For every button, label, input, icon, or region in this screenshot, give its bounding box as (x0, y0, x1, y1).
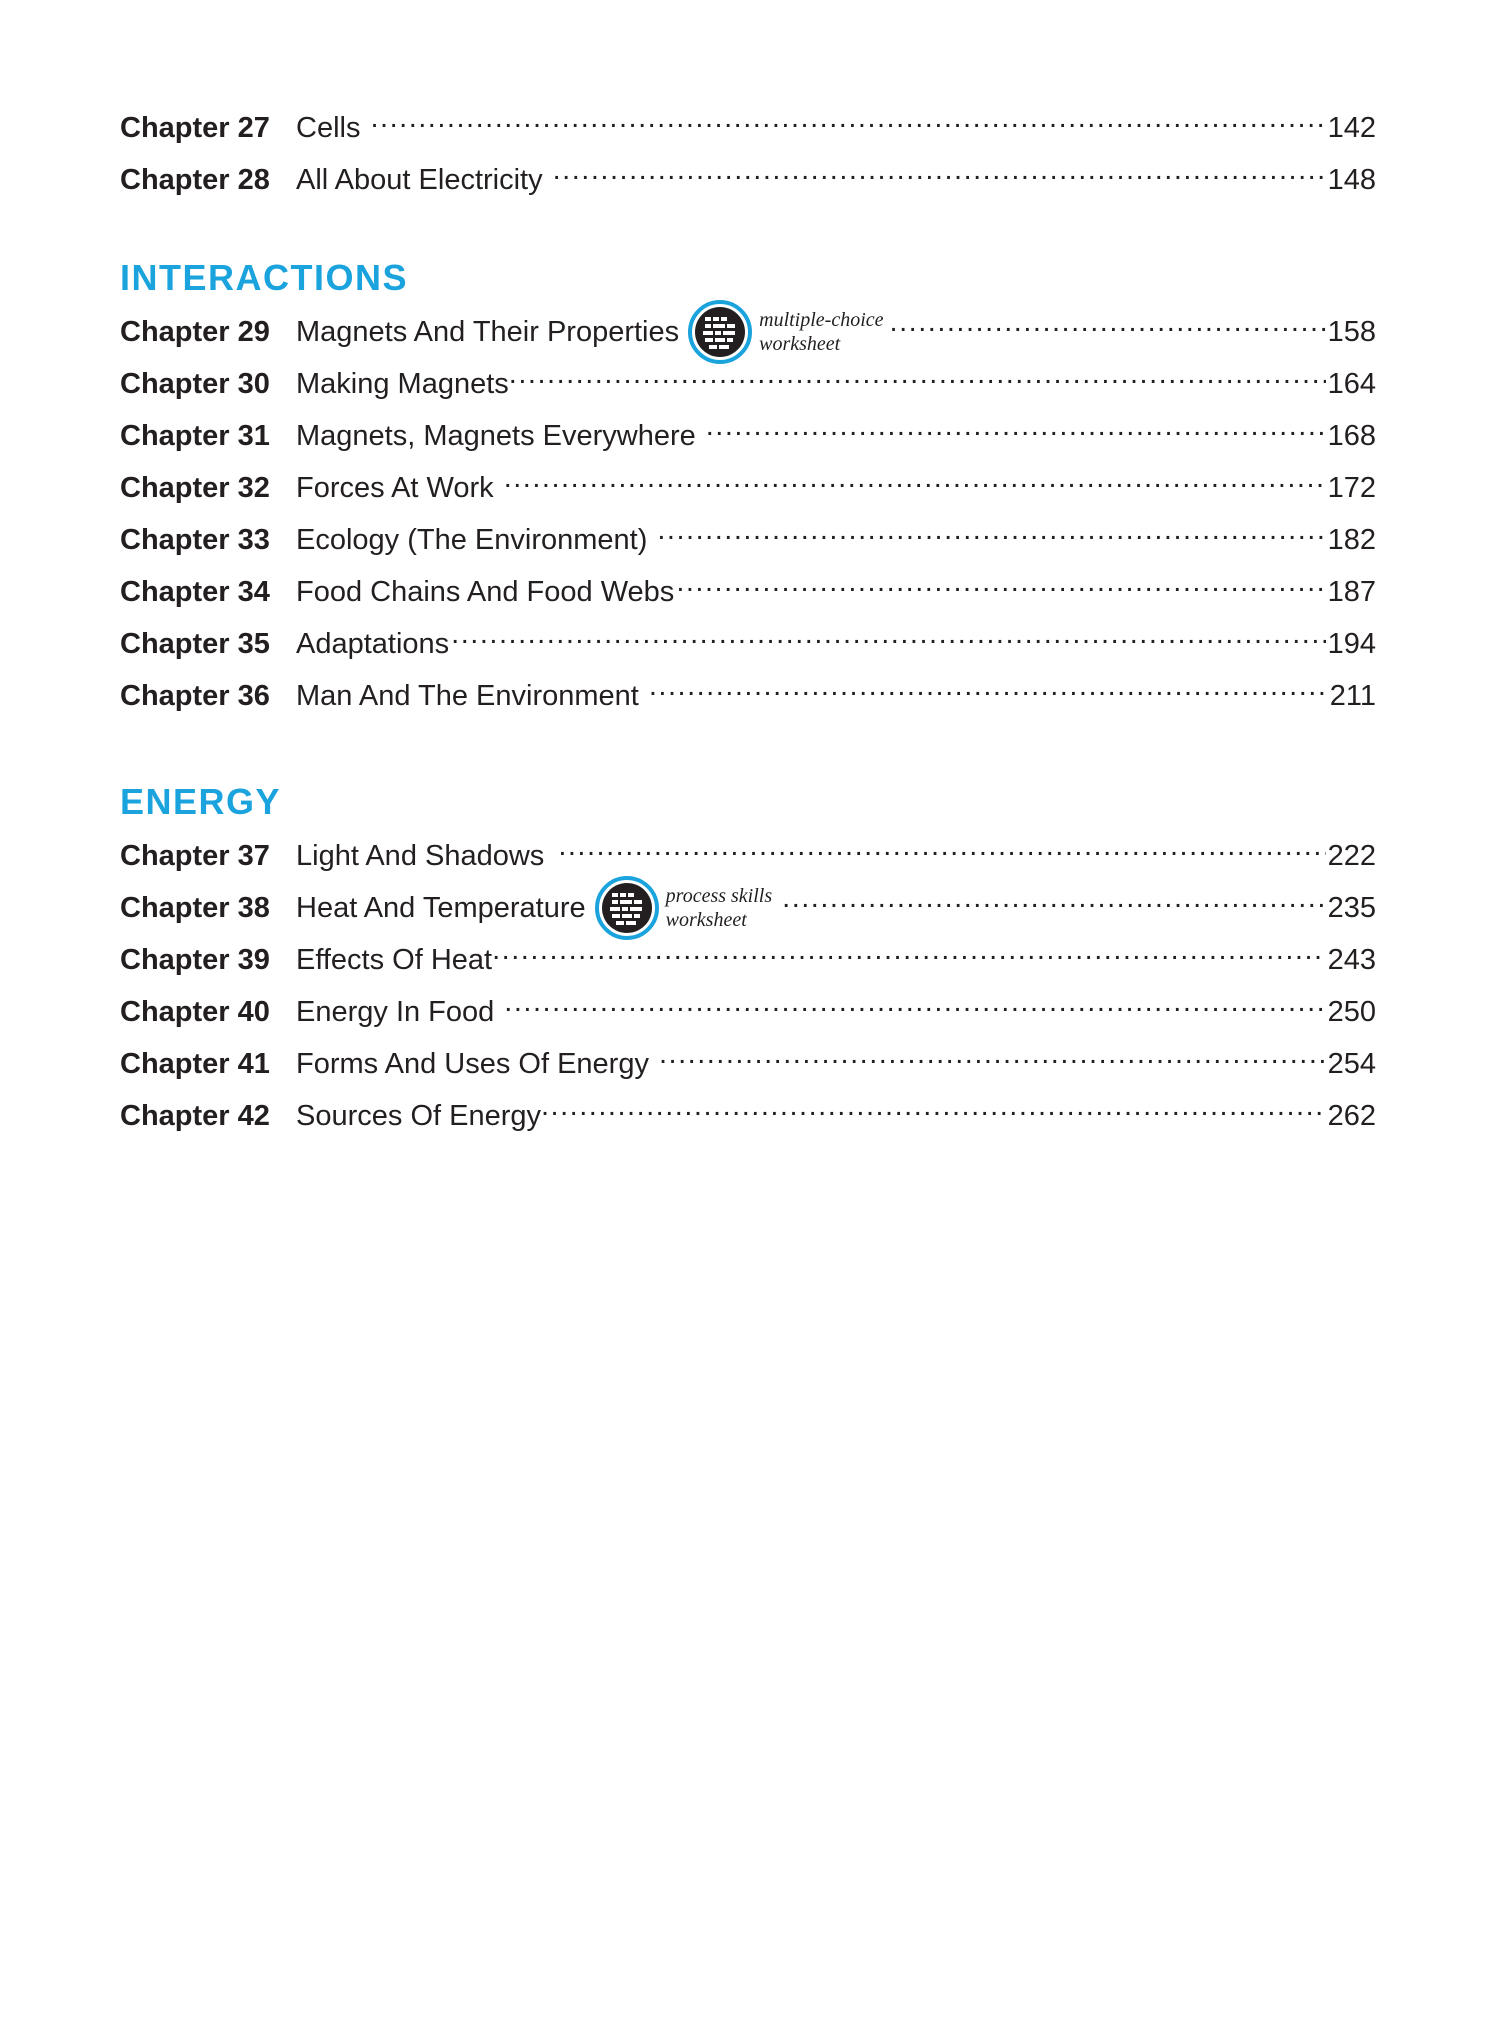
worksheet-badge[interactable] (594, 882, 772, 934)
chapter-title: Effects Of Heat (296, 944, 493, 976)
section-heading: INTERACTIONS (120, 257, 408, 298)
chapter-number: Chapter 27 (120, 112, 270, 144)
worksheet-badge[interactable] (687, 306, 883, 358)
chapter-title: Magnets And Their Properties (296, 316, 680, 348)
badge-line-2: worksheet (759, 333, 841, 355)
chapter-number: Chapter 35 (120, 628, 270, 660)
chapter-title: Forms And Uses Of Energy (296, 1048, 649, 1080)
toc-row[interactable] (120, 986, 1376, 1038)
toc-row[interactable] (120, 1090, 1376, 1142)
dot-leader (504, 992, 1325, 1021)
section-heading: ENERGY (120, 781, 282, 822)
dot-leader (657, 520, 1325, 549)
chapter-number: Chapter 29 (120, 316, 270, 348)
page-number: 142 (1327, 112, 1376, 144)
toc-row[interactable] (120, 462, 1376, 514)
toc-row[interactable] (120, 566, 1376, 618)
page-number: 164 (1327, 368, 1376, 400)
worksheet-icon (687, 299, 753, 365)
page-number: 250 (1327, 996, 1376, 1028)
chapter-title: Adaptations (296, 628, 450, 660)
dot-leader (504, 468, 1326, 497)
chapter-number: Chapter 41 (120, 1048, 270, 1080)
dot-leader (553, 160, 1326, 189)
page-number: 235 (1327, 892, 1376, 924)
chapter-title: Making Magnets (296, 368, 509, 400)
chapter-number: Chapter 34 (120, 576, 270, 608)
dot-leader (451, 624, 1325, 653)
chapter-number: Chapter 32 (120, 472, 270, 504)
page-number: 148 (1327, 164, 1376, 196)
toc-row[interactable] (120, 358, 1376, 410)
page-number: 187 (1327, 576, 1376, 608)
page-number: 254 (1327, 1048, 1376, 1080)
badge-label (666, 884, 772, 932)
toc-row[interactable] (120, 670, 1376, 722)
chapter-number: Chapter 40 (120, 996, 270, 1028)
toc-group (120, 774, 1376, 1142)
table-of-contents (120, 102, 1376, 1142)
dot-leader (676, 572, 1325, 601)
page-number: 182 (1327, 524, 1376, 556)
chapter-number: Chapter 36 (120, 680, 270, 712)
page-number: 262 (1327, 1100, 1376, 1132)
chapter-number: Chapter 28 (120, 164, 270, 196)
dot-leader (492, 940, 1326, 969)
dot-leader (659, 1044, 1326, 1073)
toc-group (120, 250, 1376, 722)
page-number: 211 (1329, 680, 1376, 712)
toc-row[interactable] (120, 830, 1376, 882)
dot-leader (370, 108, 1325, 137)
chapter-title: Energy In Food (296, 996, 495, 1028)
chapter-title: Sources Of Energy (296, 1100, 541, 1132)
chapter-number: Chapter 38 (120, 892, 270, 924)
chapter-title: Forces At Work (296, 472, 494, 504)
page-number: 172 (1327, 472, 1376, 504)
page-number: 194 (1327, 628, 1376, 660)
chapter-number: Chapter 42 (120, 1100, 270, 1132)
chapter-number: Chapter 33 (120, 524, 270, 556)
toc-row[interactable] (120, 934, 1376, 986)
toc-group (120, 102, 1376, 206)
toc-row[interactable] (120, 882, 1376, 934)
page-number: 222 (1327, 840, 1376, 872)
toc-row[interactable] (120, 1038, 1376, 1090)
page-number: 243 (1327, 944, 1376, 976)
badge-line-1: process skills (665, 885, 773, 907)
chapter-title: All About Electricity (296, 164, 543, 196)
chapter-number: Chapter 37 (120, 840, 270, 872)
chapter-title: Man And The Environment (296, 680, 639, 712)
toc-row[interactable] (120, 306, 1376, 358)
dot-leader (509, 364, 1326, 393)
dot-leader (782, 888, 1325, 917)
page-number: 168 (1327, 420, 1376, 452)
chapter-title: Heat And Temperature (296, 892, 586, 924)
chapter-title: Magnets, Magnets Everywhere (296, 420, 696, 452)
dot-leader (706, 416, 1326, 445)
dot-leader (649, 676, 1328, 705)
chapter-title: Ecology (The Environment) (296, 524, 648, 556)
badge-label (759, 308, 883, 356)
chapter-number: Chapter 39 (120, 944, 270, 976)
chapter-title: Food Chains And Food Webs (296, 576, 675, 608)
chapter-number: Chapter 31 (120, 420, 270, 452)
badge-line-2: worksheet (665, 909, 747, 931)
badge-line-1: multiple-choice (759, 309, 884, 331)
worksheet-icon (594, 875, 660, 941)
toc-row[interactable] (120, 102, 1376, 154)
dot-leader (890, 312, 1326, 341)
toc-row[interactable] (120, 514, 1376, 566)
page-number: 158 (1327, 316, 1376, 348)
toc-row[interactable] (120, 154, 1376, 206)
chapter-title: Light And Shadows (296, 840, 545, 872)
toc-row[interactable] (120, 618, 1376, 670)
dot-leader (558, 836, 1325, 865)
chapter-number: Chapter 30 (120, 368, 270, 400)
toc-row[interactable] (120, 410, 1376, 462)
dot-leader (541, 1096, 1326, 1125)
chapter-title: Cells (296, 112, 361, 144)
